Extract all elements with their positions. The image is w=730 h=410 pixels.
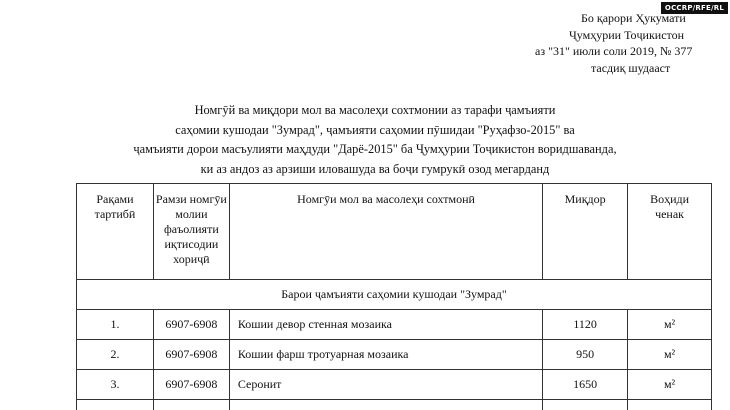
title-line: Номгӯй ва миқдори мол ва масолеҳи сохтмонии аз тарафи ҷамъияти — [194, 103, 556, 117]
cell-unit: м² — [628, 310, 712, 340]
header-unit-line: Воҳиди — [650, 192, 690, 206]
section-row — [77, 280, 712, 310]
document-title — [100, 101, 650, 179]
cell-name — [229, 400, 542, 410]
header-number — [77, 184, 154, 280]
table-row — [77, 370, 712, 400]
header-code-line: хориҷӣ — [173, 252, 210, 266]
table-row — [77, 310, 712, 340]
cell-code: 6907-6908 — [153, 370, 229, 400]
title-line: ҷамъияти дорои масъулияти маҳдуди "Дарё-2015" ба Ҷумҳурии Тоҷикистон воридшаванда, — [133, 142, 617, 156]
header-code — [153, 184, 229, 280]
title-line: саҳомии кушодаи "Зумрад", ҷамъияти саҳомии пӯшидаи "Руҳафзо-2015" ва — [175, 122, 575, 137]
approval-line: аз "31" июли соли 2019, № 377 — [535, 44, 693, 58]
approval-line: тасдиқ шудааст — [591, 60, 671, 75]
cell-code: 6907-6908 — [153, 340, 229, 370]
cell-quantity: 1120 — [543, 310, 628, 340]
table-row — [77, 340, 712, 370]
cell-code — [153, 400, 229, 410]
cell-name: Кошии девор стенная мозаика — [229, 310, 542, 340]
approval-line: Бо қарори Ҳукумати — [581, 11, 686, 25]
goods-table — [76, 183, 712, 410]
header-code-line: фаъолияти — [164, 222, 219, 236]
cell-code: 6907-6908 — [153, 310, 229, 340]
cell-number: 1. — [77, 310, 154, 340]
cell-unit: м² — [628, 370, 712, 400]
cell-unit — [628, 400, 712, 410]
watermark-badge: OCCRP/RFE/RL — [661, 2, 728, 14]
header-unit — [628, 184, 712, 280]
table-header-row — [77, 184, 712, 280]
section-title: Барои ҷамъияти саҳомии кушодаи "Зумрад" — [77, 280, 712, 310]
header-name: Номгӯи мол ва масолеҳи сохтмонӣ — [229, 184, 542, 280]
approval-block — [515, 10, 715, 76]
cell-quantity: 950 — [543, 340, 628, 370]
header-unit-line: ченак — [655, 207, 685, 221]
approval-line: Ҷумҳурии Тоҷикистон — [569, 27, 685, 42]
table-row-partial — [77, 400, 712, 410]
title-line: ки аз андоз аз арзиши иловашуда ва боҷи гумрукӣ озод мегарданд — [200, 161, 550, 176]
header-number-line: тартибӣ — [94, 207, 136, 221]
cell-number: 2. — [77, 340, 154, 370]
header-code-line: Рамзи номгӯи — [155, 192, 227, 206]
cell-number — [77, 400, 154, 410]
header-code-line: молии — [175, 207, 208, 221]
cell-name: Кошии фарш тротуарная мозаика — [229, 340, 542, 370]
header-number-line: Рақами — [96, 192, 134, 206]
cell-number: 3. — [77, 370, 154, 400]
header-quantity: Миқдор — [543, 184, 628, 280]
cell-quantity — [543, 400, 628, 410]
header-code-line: иқтисодии — [164, 237, 219, 251]
cell-quantity: 1650 — [543, 370, 628, 400]
cell-name: Серонит — [229, 370, 542, 400]
cell-unit: м² — [628, 340, 712, 370]
